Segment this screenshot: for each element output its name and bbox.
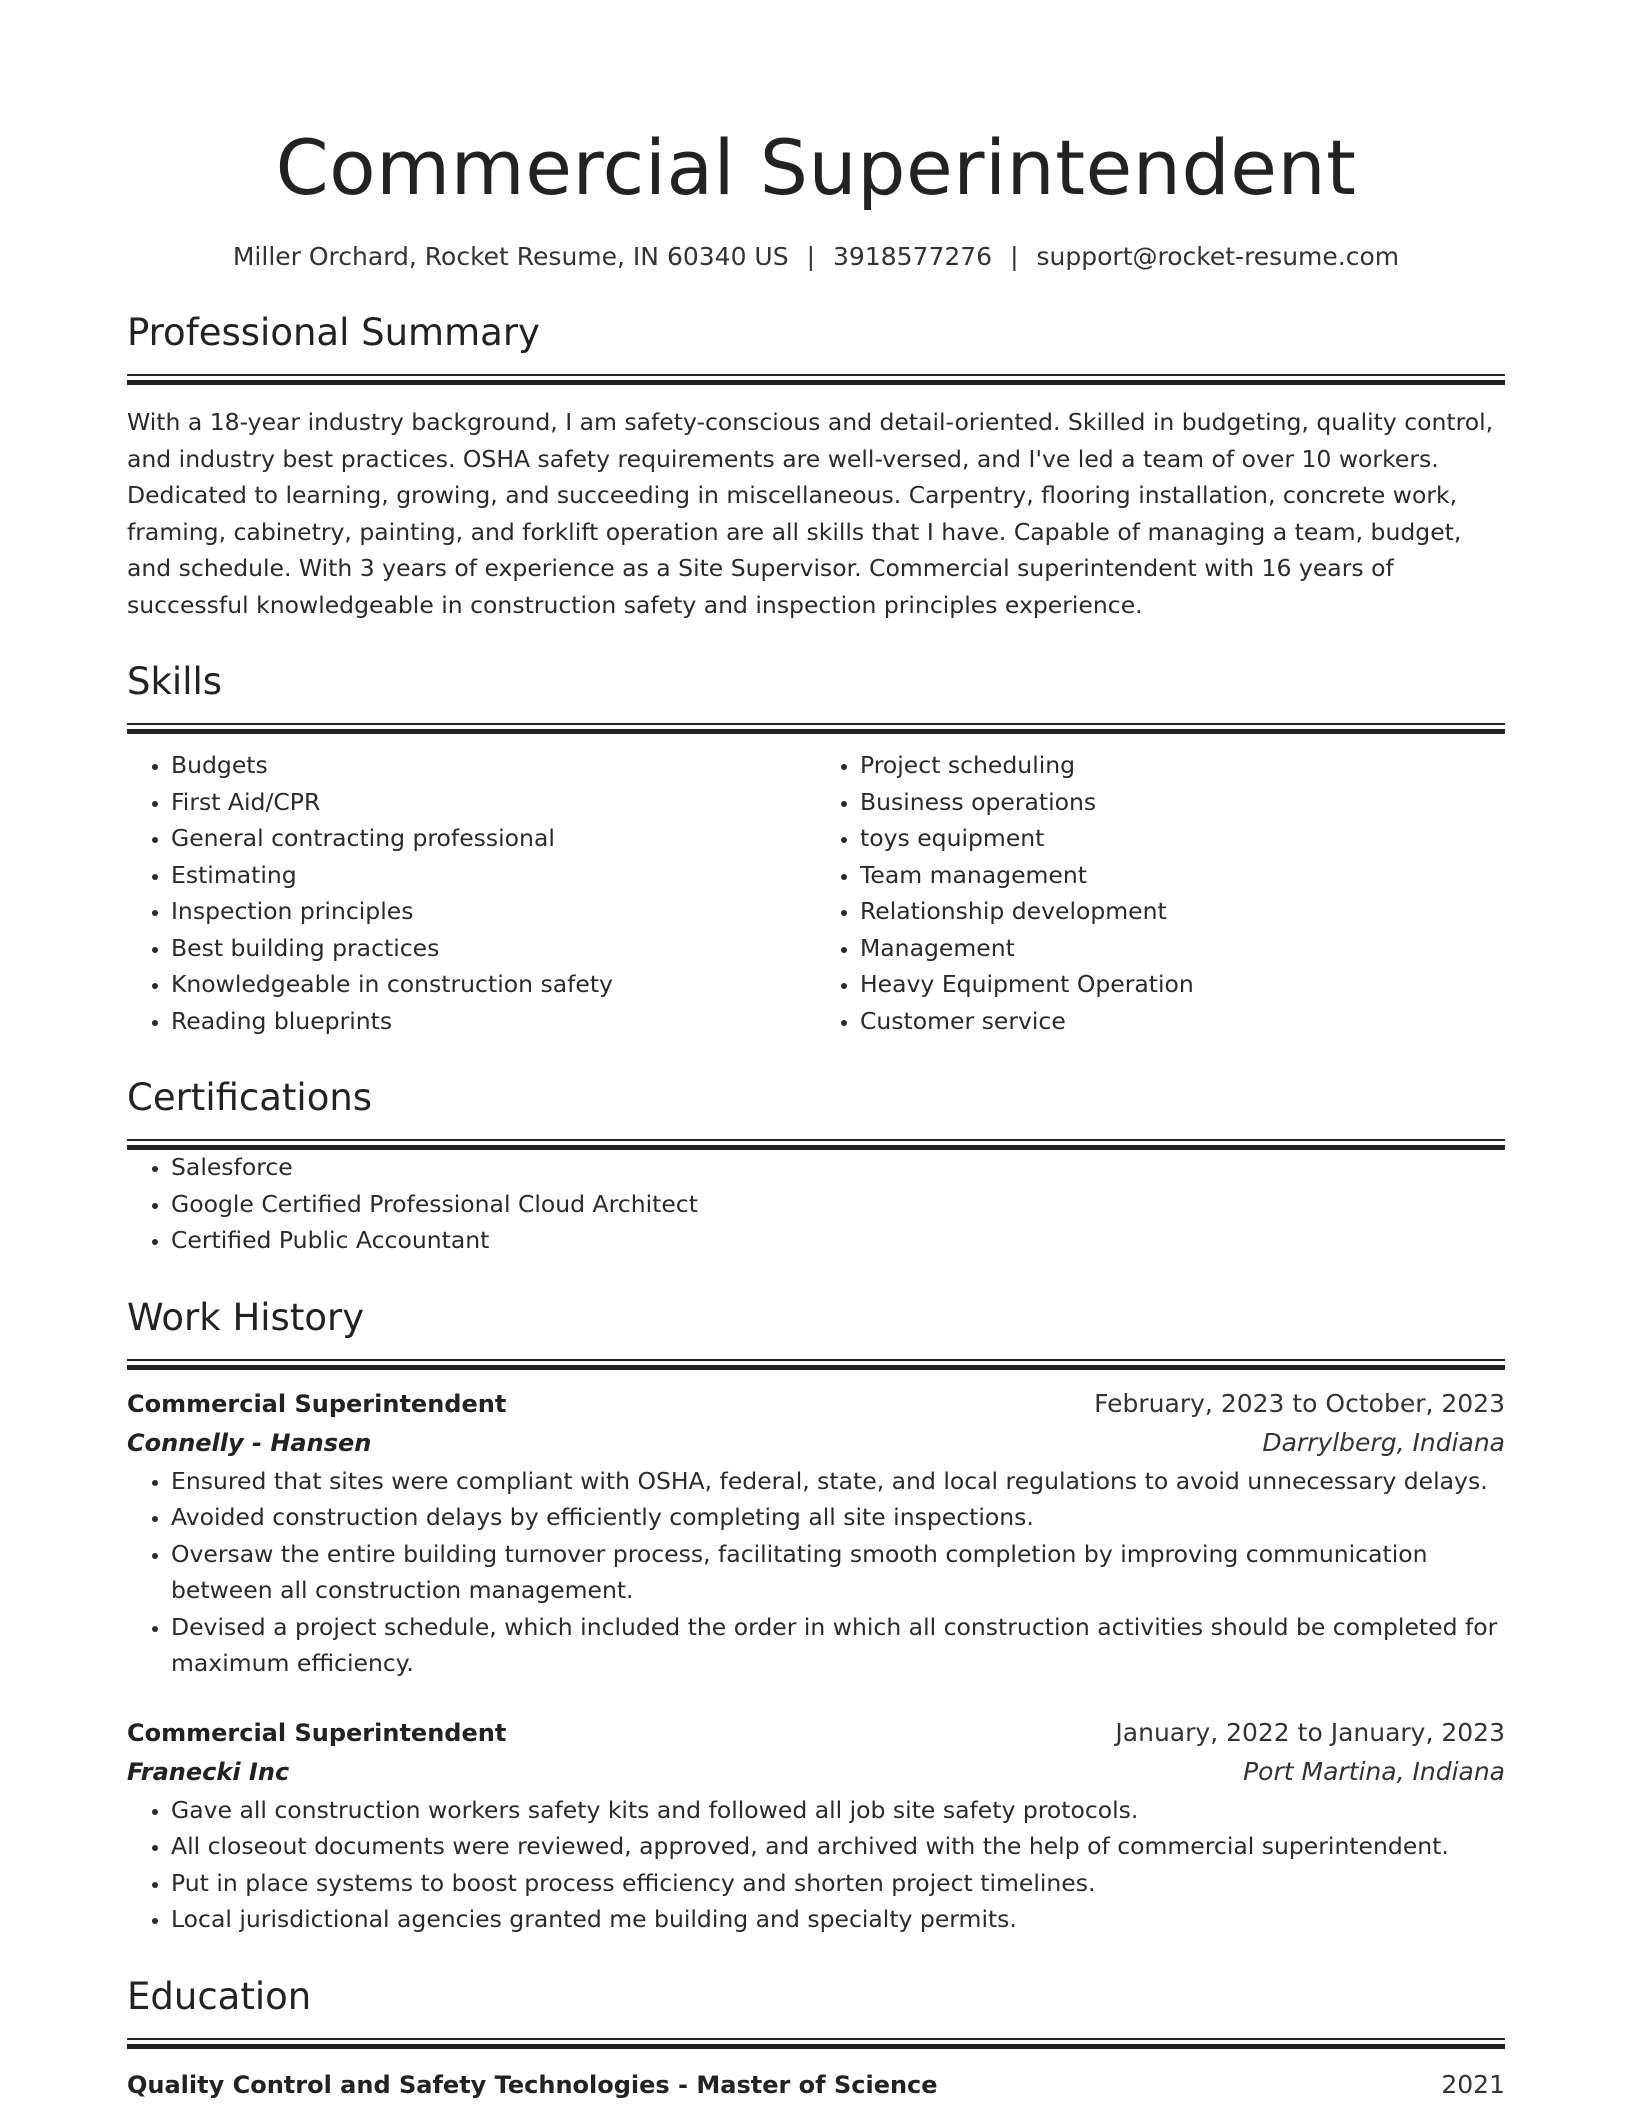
certification-item: • Google Certified Professional Cloud Architect (171, 1186, 1505, 1223)
skill-item: • Budgets (171, 747, 816, 784)
contact-line (127, 240, 1505, 274)
section-divider (127, 1359, 1505, 1369)
skill-item: • Management (860, 930, 1505, 967)
skill-item: • Heavy Equipment Operation (860, 966, 1505, 1003)
skill-item: • Business operations (860, 784, 1505, 821)
skill-item: • toys equipment (860, 820, 1505, 857)
skills-section (127, 657, 1505, 1039)
skill-item: • Team management (860, 857, 1505, 894)
job-entry (127, 1714, 1505, 1938)
job-company: Connelly - Hansen (127, 1428, 372, 1457)
job-company: Franecki Inc (127, 1757, 290, 1786)
section-divider (127, 723, 1505, 733)
contact-email: support@rocket-resume.com (1036, 242, 1400, 271)
section-divider (127, 2038, 1505, 2048)
skill-item: • Inspection principles (171, 893, 816, 930)
candidate-name: Commercial Superintendent (275, 123, 1357, 212)
job-bullet: • Local jurisdictional agencies granted me building and specialty permits. (171, 1901, 1505, 1938)
job-header-row (127, 1385, 1505, 1423)
skills-column-left (127, 747, 816, 1039)
contact-separator: | (1010, 242, 1019, 271)
section-divider (127, 1139, 1505, 1149)
skills-list-left (127, 747, 816, 1039)
skill-item: • Estimating (171, 857, 816, 894)
certifications-list (127, 1149, 1505, 1259)
work-history-section (127, 1293, 1505, 1938)
job-location: Port Martina, Indiana (1243, 1756, 1505, 1786)
section-title-certifications: Certifications (127, 1076, 373, 1119)
skills-list-right (816, 747, 1505, 1039)
contact-separator: | (806, 242, 816, 271)
certification-item: • Salesforce (171, 1149, 1505, 1186)
certification-item: • Certified Public Accountant (171, 1222, 1505, 1259)
contact-address: Miller Orchard, Rocket Resume, IN 60340 US (232, 242, 789, 271)
skill-item: • Project scheduling (860, 747, 1505, 784)
education-entry (127, 2066, 1505, 2104)
section-title-summary: Professional Summary (127, 311, 540, 354)
job-bullets (127, 1463, 1505, 1682)
education-section (127, 1972, 1505, 2104)
contact-phone: 3918577276 (833, 242, 993, 271)
job-entry (127, 1385, 1505, 1682)
job-bullet: • Avoided construction delays by efficiently completing all site inspections. (171, 1499, 1505, 1536)
skill-item: • Best building practices (171, 930, 816, 967)
skill-item: • General contracting professional (171, 820, 816, 857)
section-title-skills: Skills (127, 660, 223, 703)
section-divider (127, 374, 1505, 384)
job-dates: February, 2023 to October, 2023 (1094, 1388, 1505, 1418)
skills-grid (127, 747, 1505, 1039)
skill-item: • Relationship development (860, 893, 1505, 930)
job-bullet: • Devised a project schedule, which included the order in which all construction activities should be completed for maximum efficiency. (171, 1609, 1505, 1682)
job-title: Commercial Superintendent (127, 1718, 507, 1747)
section-title-work-history: Work History (127, 1295, 365, 1339)
section-title-education: Education (127, 1974, 312, 2018)
job-bullet: • All closeout documents were reviewed, approved, and archived with the help of commercial superintendent. (171, 1828, 1505, 1865)
summary-text: With a 18-year industry background, I am safety-conscious and detail-oriented. Skilled in budgeting, quality control, and industry best practices. OSHA safety requirements are well-versed, and I've led a team of over 10 workers. Dedicated to learning, growing, and succeeding in miscellaneous. Carpentry, flooring installation, concrete work, framing, cabinetry, painting, and forklift operation are all skills that I have. Capable of managing a team, budget, and schedule. With 3 years of experience as a Site Supervisor. Commercial superintendent with 16 years of successful knowledgeable in construction safety and inspection principles experience. (127, 408, 1494, 619)
job-bullet: • Oversaw the entire building turnover process, facilitating smooth completion by improving communication between all construction management. (171, 1536, 1505, 1609)
certifications-section (127, 1073, 1505, 1259)
job-header-row (127, 1714, 1505, 1752)
skill-item: • Customer service (860, 1003, 1505, 1040)
skill-item: • Reading blueprints (171, 1003, 816, 1040)
job-dates: January, 2022 to January, 2023 (1115, 1717, 1505, 1747)
skill-item: • First Aid/CPR (171, 784, 816, 821)
job-bullets (127, 1792, 1505, 1938)
summary-section (127, 308, 1505, 623)
education-degree: Quality Control and Safety Technologies - Master of Science (127, 2070, 938, 2099)
job-company-row (127, 1423, 1505, 1463)
job-bullet: • Ensured that sites were compliant with OSHA, federal, state, and local regulations to avoid unnecessary delays. (171, 1463, 1505, 1500)
job-company-row (127, 1752, 1505, 1792)
education-year: 2021 (1441, 2069, 1505, 2099)
skills-column-right (816, 747, 1505, 1039)
job-bullet: • Gave all construction workers safety kits and followed all job site safety protocols. (171, 1792, 1505, 1829)
job-title: Commercial Superintendent (127, 1389, 507, 1418)
job-location: Darrylberg, Indiana (1262, 1427, 1505, 1457)
job-bullet: • Put in place systems to boost process efficiency and shorten project timelines. (171, 1865, 1505, 1902)
skill-item: • Knowledgeable in construction safety (171, 966, 816, 1003)
